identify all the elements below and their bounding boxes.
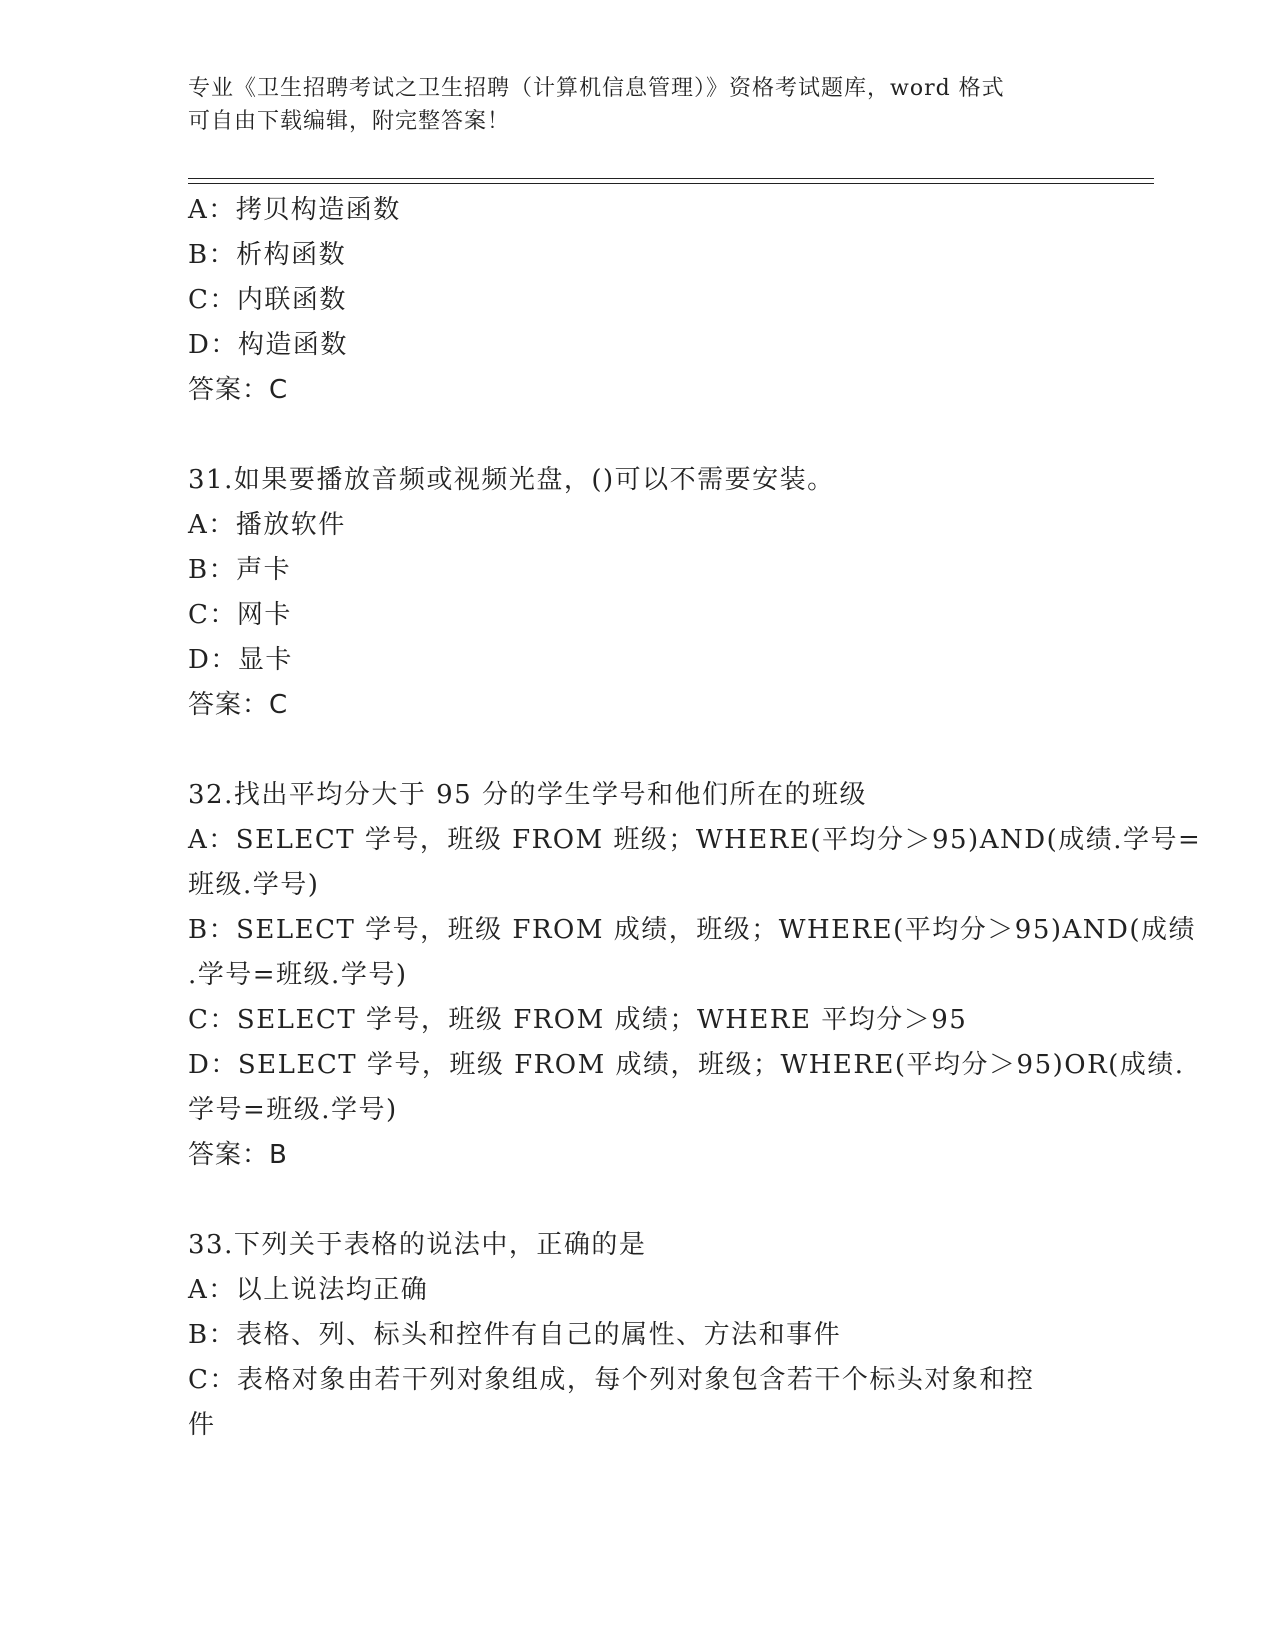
q32-option-c: C：SELECT 学号，班级 FROM 成绩；WHERE 平均分＞95 (188, 1005, 968, 1035)
q33-option-a: A：以上说法均正确 (188, 1275, 429, 1305)
q32-option-a-line-1: A：SELECT 学号，班级 FROM 班级；WHERE(平均分＞95)AND(成绩.学号= (188, 825, 1202, 855)
q31-option-d: D：显卡 (188, 645, 293, 675)
q32-question: 32.找出平均分大于 95 分的学生学号和他们所在的班级 (188, 780, 867, 810)
q30-option-a: A：拷贝构造函数 (188, 195, 401, 225)
q33-option-c-line-2: 件 (188, 1410, 216, 1440)
header-divider-bottom (188, 183, 1154, 184)
q30-option-c: C：内联函数 (188, 285, 347, 315)
document-header (188, 72, 1068, 138)
header-line-2: 可自由下载编辑，附完整答案！ (188, 109, 511, 134)
q31-option-c: C：网卡 (188, 600, 292, 630)
q32-option-b-line-2: .学号=班级.学号) (188, 960, 408, 990)
q30-option-b: B：析构函数 (188, 240, 347, 270)
q32-option-d-line-2: 学号=班级.学号) (188, 1095, 398, 1125)
q32-answer: 答案：B (188, 1140, 288, 1170)
q33-option-b: B：表格、列、标头和控件有自己的属性、方法和事件 (188, 1320, 842, 1350)
q30-option-d: D：构造函数 (188, 330, 348, 360)
q31-option-a: A：播放软件 (188, 510, 346, 540)
q32-option-a-line-2: 班级.学号) (188, 870, 320, 900)
q33-option-c-line-1: C：表格对象由若干列对象组成，每个列对象包含若干个标头对象和控 (188, 1365, 1035, 1395)
q32-option-b-line-1: B：SELECT 学号，班级 FROM 成绩，班级；WHERE(平均分＞95)AND(成绩 (188, 915, 1197, 945)
header-divider-top (188, 178, 1154, 179)
q33-question: 33.下列关于表格的说法中，正确的是 (188, 1230, 647, 1260)
q30-answer: 答案：C (188, 375, 289, 405)
q32-option-d-line-1: D：SELECT 学号，班级 FROM 成绩，班级；WHERE(平均分＞95)OR(成绩. (188, 1050, 1185, 1080)
q31-question: 31.如果要播放音频或视频光盘，()可以不需要安装。 (188, 465, 835, 495)
header-line-1: 专业《卫生招聘考试之卫生招聘（计算机信息管理）》资格考试题库，word 格式 (188, 76, 1005, 101)
q31-option-b: B：声卡 (188, 555, 292, 585)
q31-answer: 答案：C (188, 690, 289, 720)
